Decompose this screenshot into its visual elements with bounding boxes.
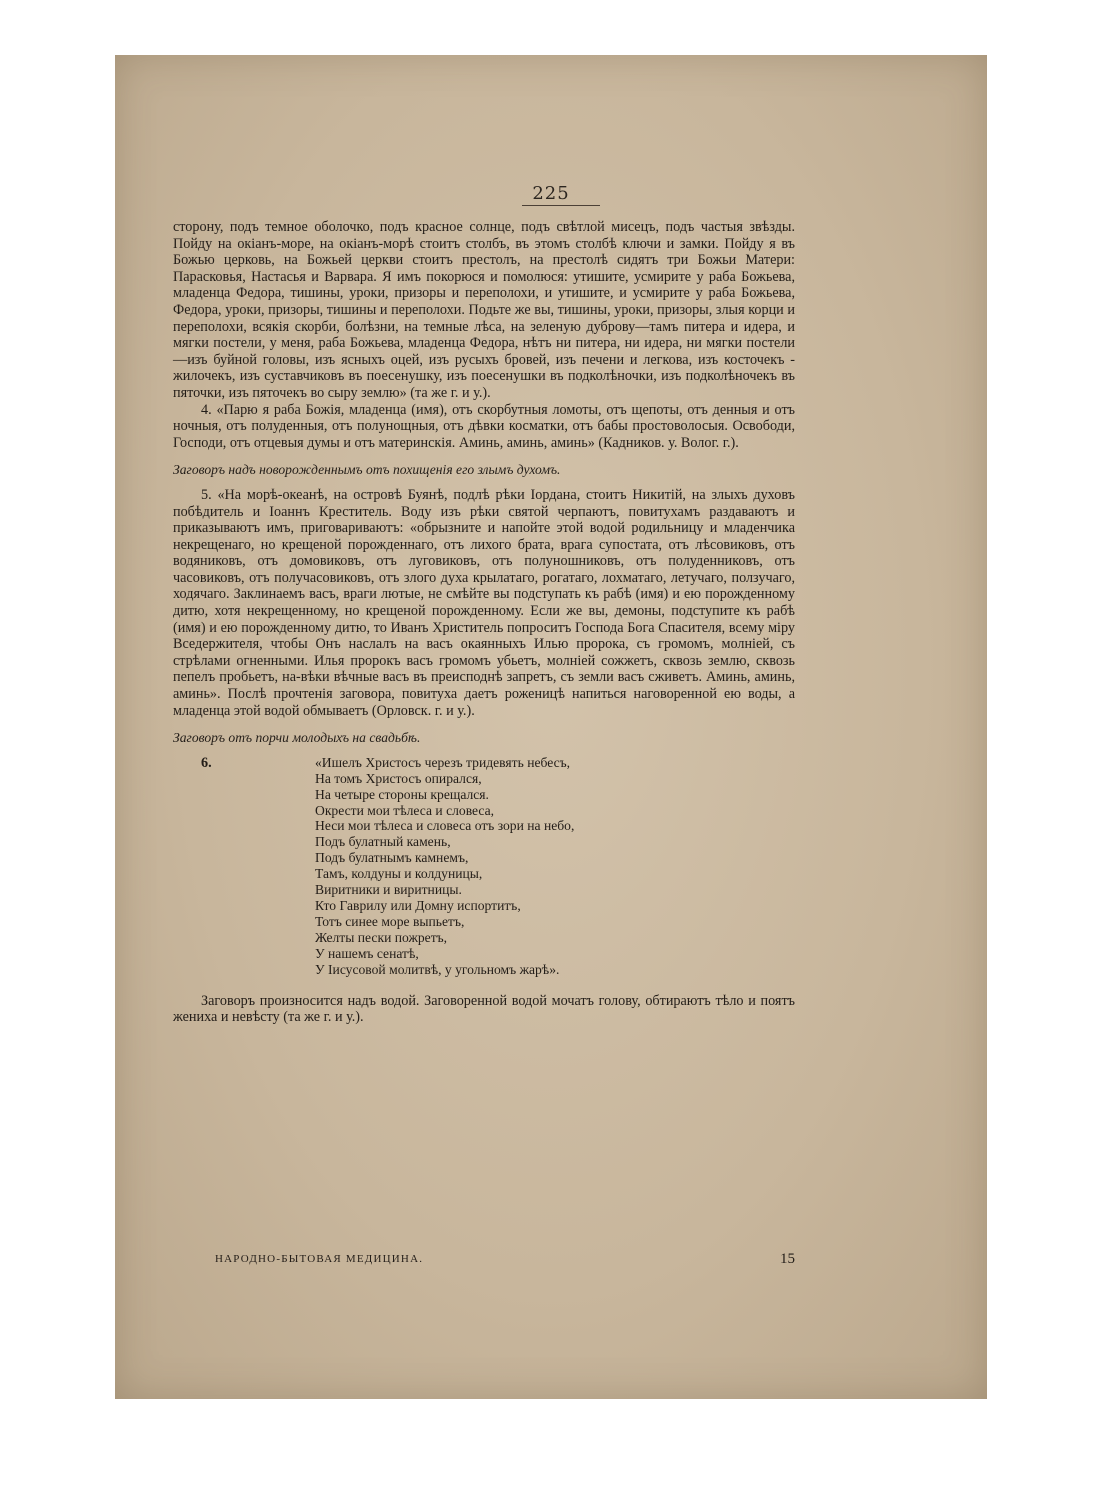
poem-line: «Ишелъ Христосъ черезъ тридевять небесъ, xyxy=(315,754,571,770)
page-footer xyxy=(173,1253,795,1271)
poem-line: Желты пески пожретъ, xyxy=(315,929,448,945)
poem-number: 6. xyxy=(201,754,212,771)
text-block xyxy=(173,219,795,1026)
poem-line: Окрести мои тѣлеса и словеса, xyxy=(315,802,495,818)
footer-signature-number: 15 xyxy=(780,1251,795,1267)
poem-line: У нашемъ сенатѣ, xyxy=(315,945,419,961)
section-heading-newborn: Заговоръ надъ новорожденнымъ отъ похищенія его злымъ духомъ. xyxy=(173,462,561,478)
poem-line: Тотъ синее море выпьетъ, xyxy=(315,913,465,929)
page-number: 225 xyxy=(532,183,570,204)
page-number-rule xyxy=(522,205,600,206)
paragraph-4: 4. «Парю я раба Божія, младенца (имя), отъ скорбутныя ломоты, отъ щепоты, отъ денныя и отъ ночныя, отъ полуденныя, отъ полунощныя, отъ дѣвки косматки, отъ бабы простоволосыя. Освободи, Господи, отъ отцевыя думы и отъ материнскія. Аминь, аминь, аминь» (Кадников. у. Волог. г.). xyxy=(173,401,795,451)
poem-line: На четыре стороны крещался. xyxy=(315,786,489,802)
poem-section xyxy=(173,755,795,993)
poem-line: Подъ булатнымъ камнемъ, xyxy=(315,850,469,866)
closing-paragraph: Заговоръ произносится надъ водой. Заговоренной водой мочатъ голову, обтираютъ тѣло и поятъ жениха и невѣсту (та же г. и у.). xyxy=(173,992,795,1026)
poem-line: Подъ булатный камень, xyxy=(315,834,451,850)
section-heading-wedding: Заговоръ отъ порчи молодыхъ на свадьбѣ. xyxy=(173,730,421,746)
poem xyxy=(315,755,574,978)
poem-line: На томъ Христосъ опирался, xyxy=(315,770,482,786)
poem-line: Виритники и виритницы. xyxy=(315,882,462,898)
poem-line: Тамъ, колдуны и колдуницы, xyxy=(315,866,483,882)
poem-line: Неси мои тѣлеса и словеса отъ зори на небо, xyxy=(315,818,575,834)
footer-title: НАРОДНО-БЫТОВАЯ МЕДИЦИНА. xyxy=(215,1253,424,1265)
scanned-page xyxy=(115,55,987,1399)
paragraph-continuation: сторону, подъ темное оболочко, подъ красное солнце, подъ свѣтлой мисецъ, подъ частыя звѣзды. Пойду на окіанъ-море, на окіанъ-морѣ стоитъ столбъ, въ этомъ столбѣ ключи и замки. Пойду я въ Божью церковь, на Божьей церкви стоитъ престолъ, на престолѣ сидятъ три Божьи Матери: Парасковья, Настасья и Варвара. Я имъ покорюся и помолюся: утишите, усмирите у раба Божьева, младенца Федора, тишины, уроки, призоры и переполохи, и утишите, и усмирите у раба Божьева, Федора, уроки, призоры, тишины и переполохи. Подьте же вы, тишины, уроки, призоры, злыя корци и переполохи, всякія скорби, болѣзни, на темные лѣса, на зеленую дуброву—тамъ питера и идера, и мягки постели, у меня, раба Божьева, младенца Федора, нѣтъ ни питера, ни идера, ни мягки постели—изъ буйной головы, изъ ясныхъ оцей, изъ русыхъ бровей, изъ печени и легкова, изъ косточекъ - жилочекъ, изъ суставчиковъ въ поесенушку, изъ поесенушки въ подколѣночки, изъ подколѣночекъ въ пяточки, изъ пяточекъ во сыру землю» (та же г. и у.). xyxy=(173,219,795,401)
paragraph-5: 5. «На морѣ-океанѣ, на островѣ Буянѣ, подлѣ рѣки Іордана, стоитъ Никитій, на злыхъ духовъ побѣдитель и Іоаннъ Креститель. Воду изъ рѣки святой черпаютъ, повитухамъ раздаваютъ и приказываютъ имъ, приговариваютъ: «обрызните и напойте этой водой родильницу и младенчика некрещенаго, но крещеной порожденнаго, отъ лихого брата, врага супостата, отъ лѣсовиковъ, отъ водяниковъ, отъ домовиковъ, отъ луговиковъ, отъ полуношниковъ, отъ полуденниковъ, отъ часовиковъ, отъ получасовиковъ, отъ злого духа крылатаго, рогатаго, лохматаго, летучаго, ползучаго, ходячаго. Заклинаемъ васъ, враги лютые, не смѣйте вы подступать къ рабѣ (имя) и ею порожденному дитю, хотя некрещенному, но крещеной порожденному. Если же вы, демоны, подступите къ рабѣ (имя) и ею порожденному дитю, то Иванъ Христитель попроситъ Господа Бога Спасителя, всему міру Вседержителя, чтобы Онъ наслалъ на васъ окаянныхъ Илью пророка, съ громомъ, молніей, съ стрѣлами огненными. Илья пророкъ васъ громомъ убьетъ, молніей сожжетъ, сквозь землю, сквозь пепелъ пробьетъ, на-вѣки вѣчные васъ въ преисподнѣ запретъ, съ земли васъ сживетъ. Аминь, аминь, аминь». Послѣ прочтенія заговора, повитуха даетъ роженицѣ напиться наговоренной ею воды, а младенца этой водой обмываетъ (Орловск. г. и у.). xyxy=(173,486,795,719)
poem-line: Кто Гаврилу или Домну испортитъ, xyxy=(315,897,521,913)
poem-line: У Іисусовой молитвѣ, у угольномъ жарѣ». xyxy=(315,961,560,977)
